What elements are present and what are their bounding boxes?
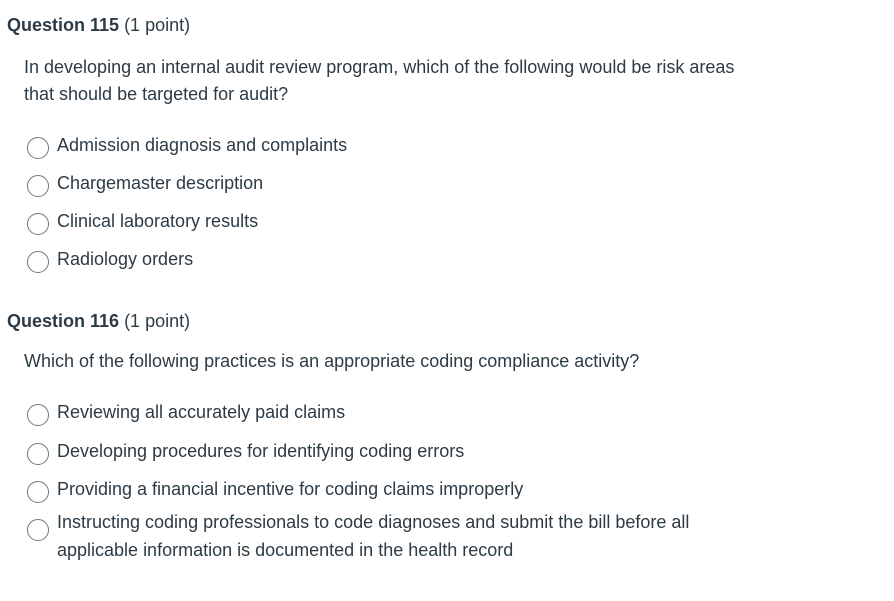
answer-option[interactable] — [27, 207, 787, 235]
answer-option[interactable] — [27, 475, 787, 503]
answer-label: Admission diagnosis and complaints — [57, 135, 348, 155]
question-115-header — [7, 15, 190, 36]
question-title: Question 116 — [7, 311, 120, 331]
answer-option[interactable] — [27, 398, 787, 426]
radio-button[interactable] — [27, 519, 49, 541]
radio-button[interactable] — [27, 443, 49, 465]
radio-button[interactable] — [27, 175, 49, 197]
radio-button[interactable] — [27, 481, 49, 503]
question-points: (1 point) — [124, 15, 191, 35]
answer-label: Instructing coding professionals to code diagnoses and submit the bill before all applicable information is documented in the health record — [57, 512, 690, 560]
question-title: Question 115 — [7, 15, 120, 35]
radio-button[interactable] — [27, 137, 49, 159]
question-115-text: In developing an internal audit review program, which of the following would be risk areas that should be targeted for audit? — [24, 57, 735, 104]
question-points: (1 point) — [124, 311, 191, 331]
answer-label: Reviewing all accurately paid claims — [57, 402, 346, 422]
answer-label: Clinical laboratory results — [57, 211, 259, 231]
answer-option[interactable] — [27, 169, 787, 197]
question-116-text: Which of the following practices is an appropriate coding compliance activity? — [24, 351, 640, 371]
radio-button[interactable] — [27, 404, 49, 426]
answer-label: Providing a financial incentive for coding claims improperly — [57, 479, 524, 499]
radio-button[interactable] — [27, 251, 49, 273]
question-116-header — [7, 311, 190, 332]
answer-option[interactable] — [27, 508, 787, 564]
answer-label: Developing procedures for identifying coding errors — [57, 441, 465, 461]
answer-option[interactable] — [27, 437, 787, 465]
answer-option[interactable] — [27, 245, 787, 273]
answer-label: Chargemaster description — [57, 173, 264, 193]
answer-option[interactable] — [27, 131, 787, 159]
answer-label: Radiology orders — [57, 249, 194, 269]
radio-button[interactable] — [27, 213, 49, 235]
